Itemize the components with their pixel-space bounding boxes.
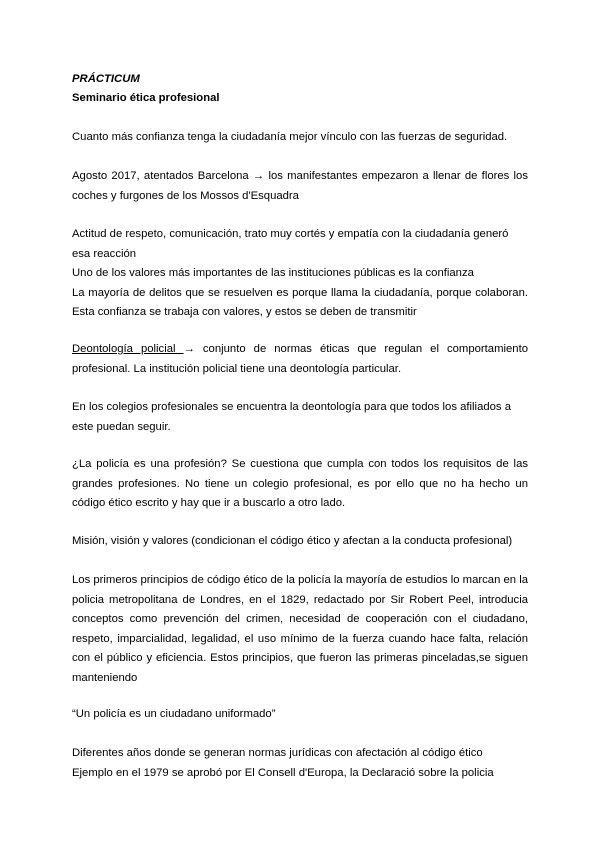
paragraph-police-profession: ¿La policía es una profesión? Se cuestiona que cumpla con todos los requisitos de las grandes profesiones. No tiene un colegio profesional, es por ello que no ha hecho un código ético escrito y hay que ir a buscarlo a otro lado.: [72, 458, 528, 509]
paragraph-crimes-solved: La mayoría de delitos que se resuelven es porque llama la ciudadanía, porque colaboran. Esta confianza se trabaja con valores, y estos se deben de transmitir: [72, 286, 528, 318]
paragraph-police-deontology: [72, 340, 528, 379]
document-title: PRÁCTICUM: [72, 73, 140, 85]
document-subtitle: Seminario ética profesional: [72, 92, 220, 104]
paragraph-legal-norms: Diferentes años donde se generan normas jurídicas con afectación al código ético: [72, 747, 483, 759]
paragraph-trust: Cuanto más confianza tenga la ciudadanía mejor vínculo con las fuerzas de seguridad.: [72, 131, 508, 143]
quote-uniformed-citizen: “Un policía es un ciudadano uniformado”: [72, 708, 276, 720]
paragraph-professional-colleges: En los colegios profesionales se encuentra la deontología para que todos los afiliados a este puedan seguir.: [72, 401, 511, 433]
paragraph-barcelona-attacks: Agosto 2017, atentados Barcelona → los manifestantes empezaron a llenar de flores los coches y furgones de los Mossos d'Esquadra: [72, 170, 528, 202]
paragraph-attitude: Actitud de respeto, comunicación, trato muy cortés y empatía con la ciudadanía generó esa reacción: [72, 228, 509, 260]
paragraph-values: Uno de los valores más importantes de las instituciones públicas es la confianza: [72, 267, 474, 279]
paragraph-peel-principles: Los primeros principios de código ético de la policía la mayoría de estudios lo marcan en la policia metropolitana de Londres, en el 1829, redactado por Sir Robert Peel, introducia conceptos como prevención del crimen, necesidad de cooperación con el ciudadano, respeto, imparcialidad, legalidad, el uso mínimo de la fuerza cuando hace falta, relación con el público y eficiencia. Estos principios, que fueron las primeras pinceladas,se siguen manteniendo: [72, 574, 528, 684]
paragraph-council-europe: Ejemplo en el 1979 se aprobó por El Consell d'Europa, la Declaració sobre la policia: [72, 766, 494, 779]
paragraph-attitude-block: [72, 225, 528, 323]
paragraph-legal-norms-block: [72, 744, 528, 783]
deontology-definition: → conjunto de normas éticas que regulan el comportamiento profesional. La institución policial tiene una deontología particular.: [72, 343, 528, 375]
paragraph-mission-vision: Misión, visión y valores (condicionan el código ético y afectan a la conducta profesional): [72, 535, 513, 547]
deontology-term: Deontología policial: [72, 343, 184, 355]
